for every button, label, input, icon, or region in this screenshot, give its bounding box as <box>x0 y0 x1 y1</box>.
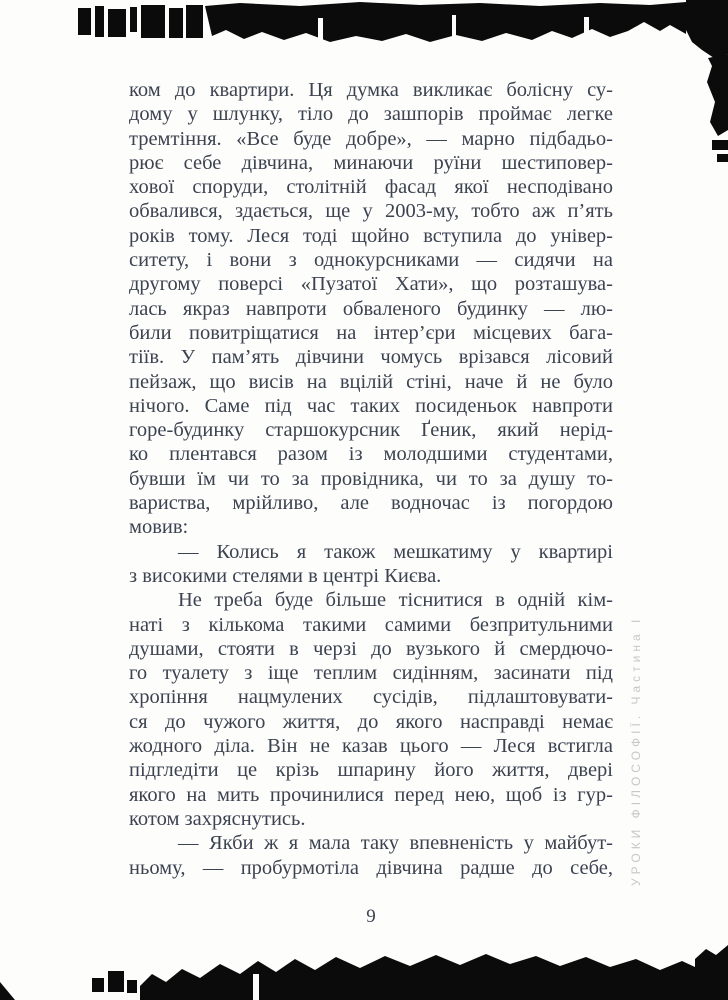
scan-mark <box>140 954 695 1000</box>
scan-mark <box>707 54 728 136</box>
text-line: го туалету з іще теплим сидінням, засинати під <box>129 662 613 685</box>
scan-mark <box>205 2 686 42</box>
text-line: — Колись я також мешкатиму у квартирі <box>178 540 613 563</box>
text-line: обвалився, здається, ще у 2003-му, тобто аж п’ять <box>129 200 613 223</box>
scan-mark <box>717 154 728 162</box>
text-line: жодного діла. Він не казав цього — Леся встигла <box>129 735 613 758</box>
scan-mark <box>108 971 124 992</box>
text-line: Не треба буде більше тіснитися в одній кім- <box>178 589 613 612</box>
page-text <box>129 78 613 880</box>
scan-mark <box>95 6 104 37</box>
text-line: мовив: <box>129 516 189 539</box>
page-number: 9 <box>366 906 376 927</box>
scan-slit <box>584 17 589 42</box>
text-line: душами, стояти в черзі до вузького й смердючо- <box>129 637 613 660</box>
scan-mark <box>186 5 203 38</box>
text-line: бувши їм чи то за провідника, чи то за душу то- <box>129 467 613 490</box>
scan-mark <box>108 9 126 37</box>
text-line: другому поверсі «Пузатої Хати», що розташува- <box>129 273 613 296</box>
text-line: ком до квартири. Ця думка викликає болісну су- <box>129 79 613 101</box>
text-line: дому у шлунку, тіло до зашпорів проймає легке <box>129 103 613 126</box>
text-line: пейзаж, що висів на вцілій стіні, наче й не було <box>129 370 613 393</box>
text-line: ситету, і вони з однокурсниками — сидячи на <box>129 249 613 272</box>
scan-mark <box>78 8 91 35</box>
scan-slit <box>318 18 323 42</box>
scan-slit <box>253 974 259 1000</box>
scan-mark <box>0 982 15 1000</box>
scan-mark <box>695 945 728 1000</box>
scan-mark <box>712 140 728 150</box>
text-line: котом захряснутись. <box>129 807 306 830</box>
scan-mark <box>141 5 165 38</box>
text-line: тіїв. У пам’ять дівчини чомусь врізався лісовий <box>129 346 613 369</box>
text-line: нічого. Саме під час таких посиденьок навпроти <box>129 394 613 417</box>
text-line: років тому. Леся тоді щойно вступила до універ- <box>129 224 613 247</box>
scan-mark <box>130 7 137 32</box>
text-line: рює себе дівчина, минаючи руїни шестиповер- <box>129 151 613 174</box>
scan-mark <box>169 8 183 38</box>
scan-slit <box>452 15 456 42</box>
text-line: якого на мить прочинилися перед нею, щоб із гур- <box>129 783 613 806</box>
text-line: — Якби ж я мала таку впевненість у майбут- <box>178 832 613 855</box>
text-line: ко плентався разом із молодшими студентами, <box>129 443 613 466</box>
scan-mark <box>92 978 104 992</box>
text-line: ся до чужого життя, до якого насправді немає <box>129 710 613 733</box>
text-line: з високими стелями в центрі Києва. <box>129 564 442 587</box>
text-line: наті з кількома такими самими безпритульними <box>129 613 613 636</box>
scan-mark <box>686 0 728 58</box>
text-line: тремтіння. «Все буде добре», — марно підбадьо- <box>129 127 613 150</box>
text-line: підгледіти це крізь шпарину його життя, двері <box>129 759 613 782</box>
text-line: вариства, мрійливо, але водночас із погордою <box>129 492 613 515</box>
margin-caption: УРОКИ ФІЛОСОФІЇ. Частина І <box>629 615 643 886</box>
text-line: били повитріщатися на інтер’єри місцевих бага- <box>129 321 613 344</box>
text-line: горе-будинку старшокурсник Ґеник, який нерід- <box>129 419 613 442</box>
text-line: хропіння нацмулених сусідів, підлаштовувати- <box>129 686 613 709</box>
text-line: лась якраз навпроти обваленого будинку — лю- <box>129 297 613 320</box>
scan-mark <box>127 980 137 993</box>
text-line: ньому, — пробурмотіла дівчина радше до себе, <box>129 856 613 879</box>
text-line: хової споруди, столітній фасад якої несподівано <box>129 176 613 199</box>
